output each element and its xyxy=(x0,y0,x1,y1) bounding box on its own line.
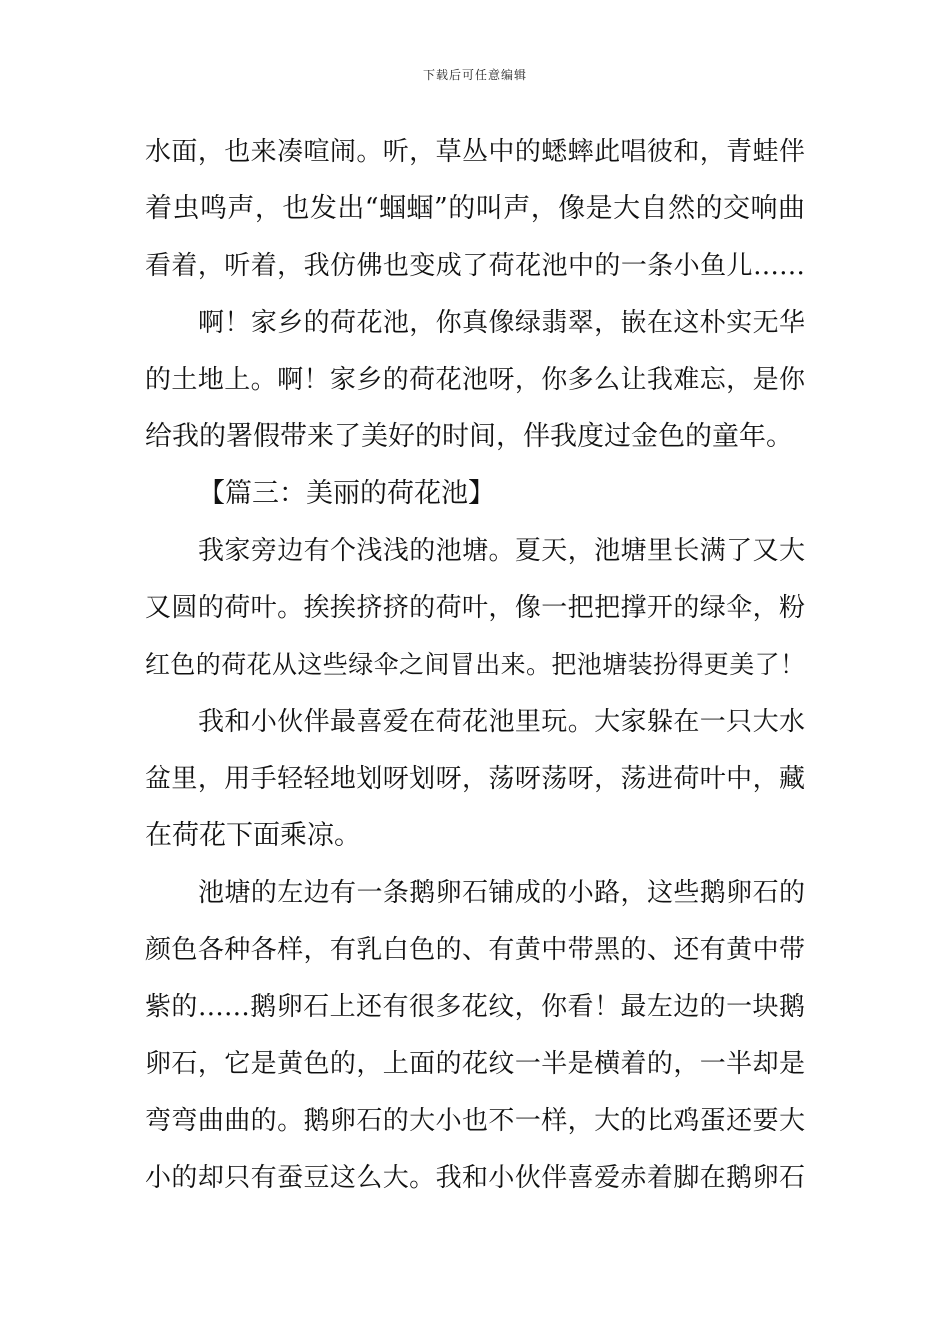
paragraph-first-line: 啊！家乡的荷花池，你真像绿翡翠，嵌在这朴实无华 xyxy=(198,308,805,338)
page-header: 下载后可任意编辑 xyxy=(422,68,527,82)
text-line: 红色的荷花从这些绿伞之间冒出来。把池塘装扮得更美了！ xyxy=(145,650,805,679)
text-line: 弯弯曲曲的。鹅卵石的大小也不一样，大的比鸡蛋还要大 xyxy=(145,1106,805,1136)
text-line: 小的却只有蚕豆这么大。我和小伙伴喜爱赤着脚在鹅卵石 xyxy=(145,1163,805,1193)
text-line: 水面，也来凑喧闹。听，草丛中的蟋蟀此唱彼和，青蛙伴 xyxy=(145,137,805,167)
section-heading: 【篇三：美丽的荷花池】 xyxy=(198,478,495,509)
text-line: 在荷花下面乘凉。 xyxy=(145,820,361,851)
text-line: 卵石，它是黄色的，上面的花纹一半是横着的，一半却是 xyxy=(145,1049,805,1079)
text-line: 给我的署假带来了美好的时间，伴我度过金色的童年。 xyxy=(145,421,793,452)
paragraph-first-line: 我和小伙伴最喜爱在荷花池里玩。大家躲在一只大水 xyxy=(198,707,805,737)
text-line: 紫的……鹅卵石上还有很多花纹，你看！最左边的一块鹅 xyxy=(145,992,805,1022)
text-line: 又圆的荷叶。挨挨挤挤的荷叶，像一把把撑开的绿伞，粉 xyxy=(145,593,805,623)
text-line: 颜色各种各样，有乳白色的、有黄中带黑的、还有黄中带 xyxy=(145,935,805,965)
text-line: 的土地上。啊！家乡的荷花池呀，你多么让我难忘，是你 xyxy=(145,365,805,395)
text-line: 盆里，用手轻轻地划呀划呀，荡呀荡呀，荡进荷叶中，藏 xyxy=(145,764,805,794)
text-line: 着虫鸣声，也发出“蝈蝈”的叫声，像是大自然的交响曲 xyxy=(145,193,805,224)
text-line: 看着，听着，我仿佛也变成了荷花池中的一条小鱼儿…… xyxy=(145,251,805,281)
paragraph-first-line: 我家旁边有个浅浅的池塘。夏天，池塘里长满了又大 xyxy=(198,536,805,566)
paragraph-first-line: 池塘的左边有一条鹅卵石铺成的小路，这些鹅卵石的 xyxy=(198,878,805,908)
